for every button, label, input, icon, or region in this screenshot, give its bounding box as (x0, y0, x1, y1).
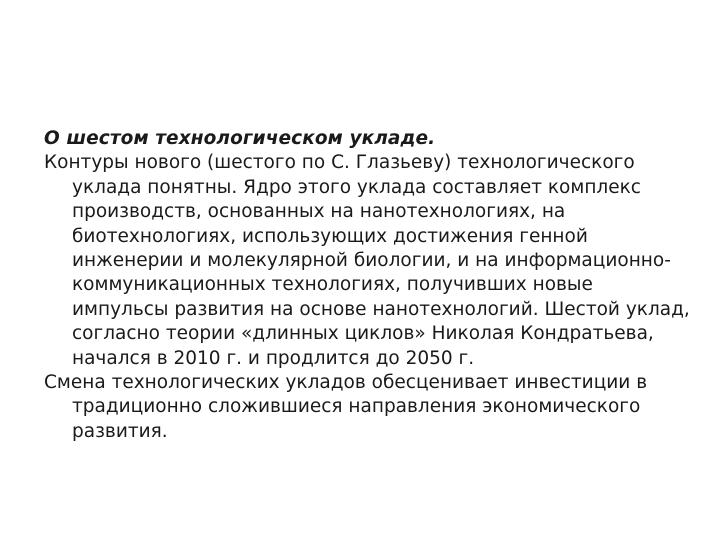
paragraph-investment-devaluation: Смена технологических укладов обесценивает инвестиции в традиционно сложившиеся направления экономического развития. (44, 372, 648, 442)
paragraph-sixth-order-definition: Контуры нового (шестого по С. Глазьеву) технологического уклада понятны. Ядро этого уклада составляет комплекс производств, основанных на нанотехнологиях, на биотехнологиях, использующих достижения генной инженерии и молекулярной биологии, и на информационно-коммуникационных технологиях, получивших новые импульсы развития на основе нанотехнологий. Шестой уклад, согласно теории «длинных циклов» Николая Кондратьева, начался в 2010 г. и продлится до 2050 г. (44, 152, 690, 369)
slide-heading: О шестом технологическом укладе. (44, 128, 436, 149)
slide-text-block (44, 127, 694, 444)
